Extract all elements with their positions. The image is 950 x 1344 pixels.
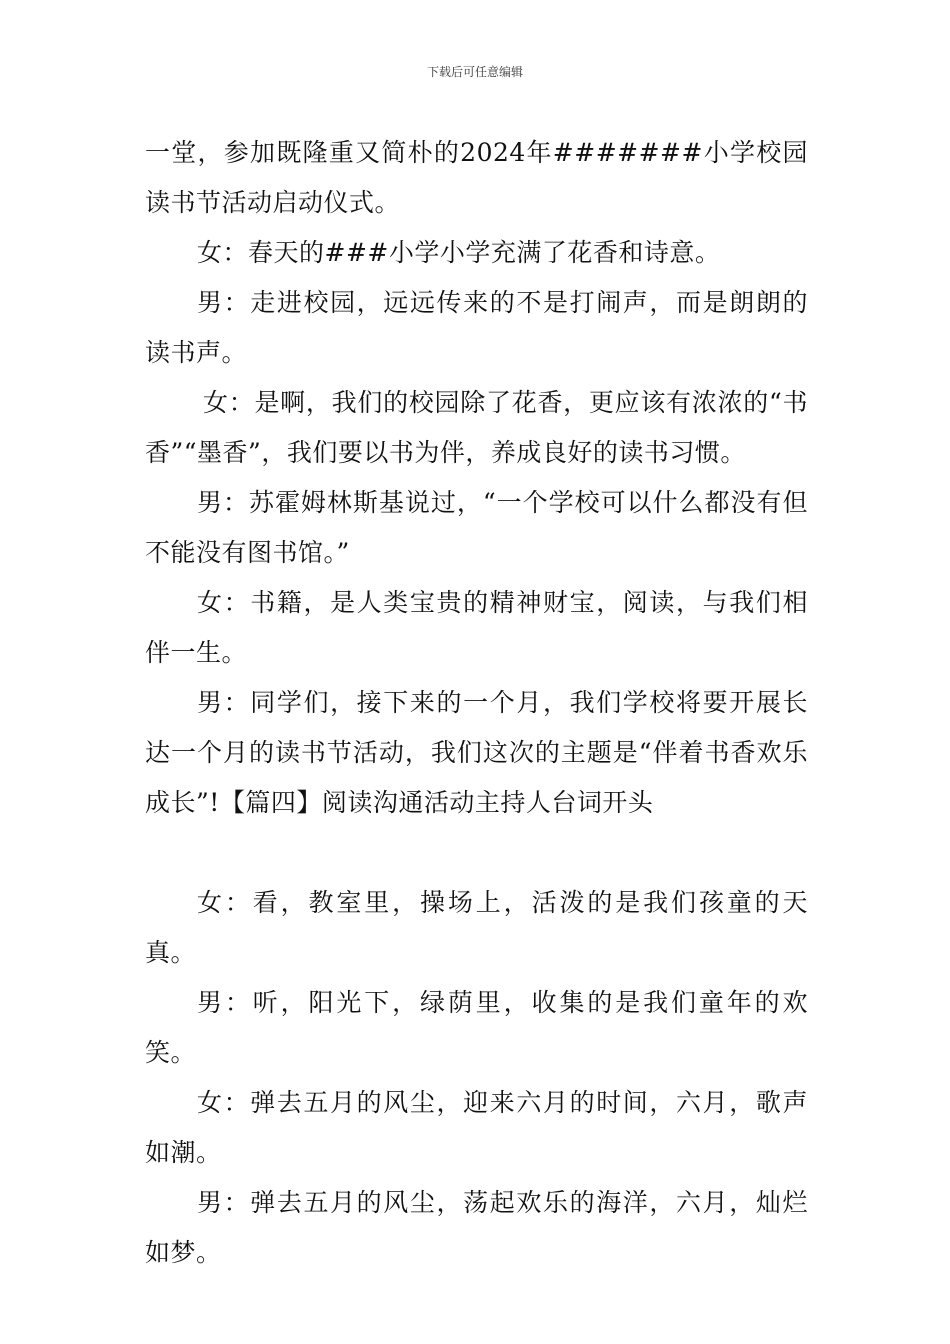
- paragraph-male-4: 男：听，阳光下，绿荫里，收集的是我们童年的欢笑。: [145, 988, 808, 1067]
- paragraph-female-5: 女：弹去五月的风尘，迎来六月的时间，六月，歌声如潮。: [145, 1088, 808, 1167]
- paragraph-gap: [145, 828, 808, 878]
- paragraph-female-4: 女：看，教室里，操场上，活泼的是我们孩童的天真。: [145, 888, 808, 967]
- paragraph-male-3: 男：同学们，接下来的一个月，我们学校将要开展长达一个月的读书节活动，我们这次的主题是“伴着书香欢乐成长”!【篇四】阅读沟通活动主持人台词开头: [145, 688, 808, 817]
- document-body: [145, 128, 808, 1278]
- page-header-note: 下载后可任意编辑: [426, 65, 523, 79]
- paragraph-female-2: 女：是啊，我们的校园除了花香，更应该有浓浓的“书香”“墨香”，我们要以书为伴，养成良好的读书习惯。: [145, 388, 808, 467]
- paragraph-female-1: 女：春天的###小学小学充满了花香和诗意。: [197, 238, 721, 267]
- paragraph-male-1: 男：走进校园，远远传来的不是打闹声，而是朗朗的读书声。: [145, 288, 808, 367]
- paragraph-female-3: 女：书籍，是人类宝贵的精神财宝，阅读，与我们相伴一生。: [145, 588, 808, 667]
- paragraph-male-2: 男：苏霍姆林斯基说过，“一个学校可以什么都没有但不能没有图书馆。”: [145, 488, 808, 567]
- paragraph-male-5: 男：弹去五月的风尘，荡起欢乐的海洋，六月，灿烂如梦。: [145, 1188, 808, 1267]
- paragraph-opening: 一堂，参加既隆重又简朴的2024年#######小学校园读书节活动启动仪式。: [145, 138, 808, 217]
